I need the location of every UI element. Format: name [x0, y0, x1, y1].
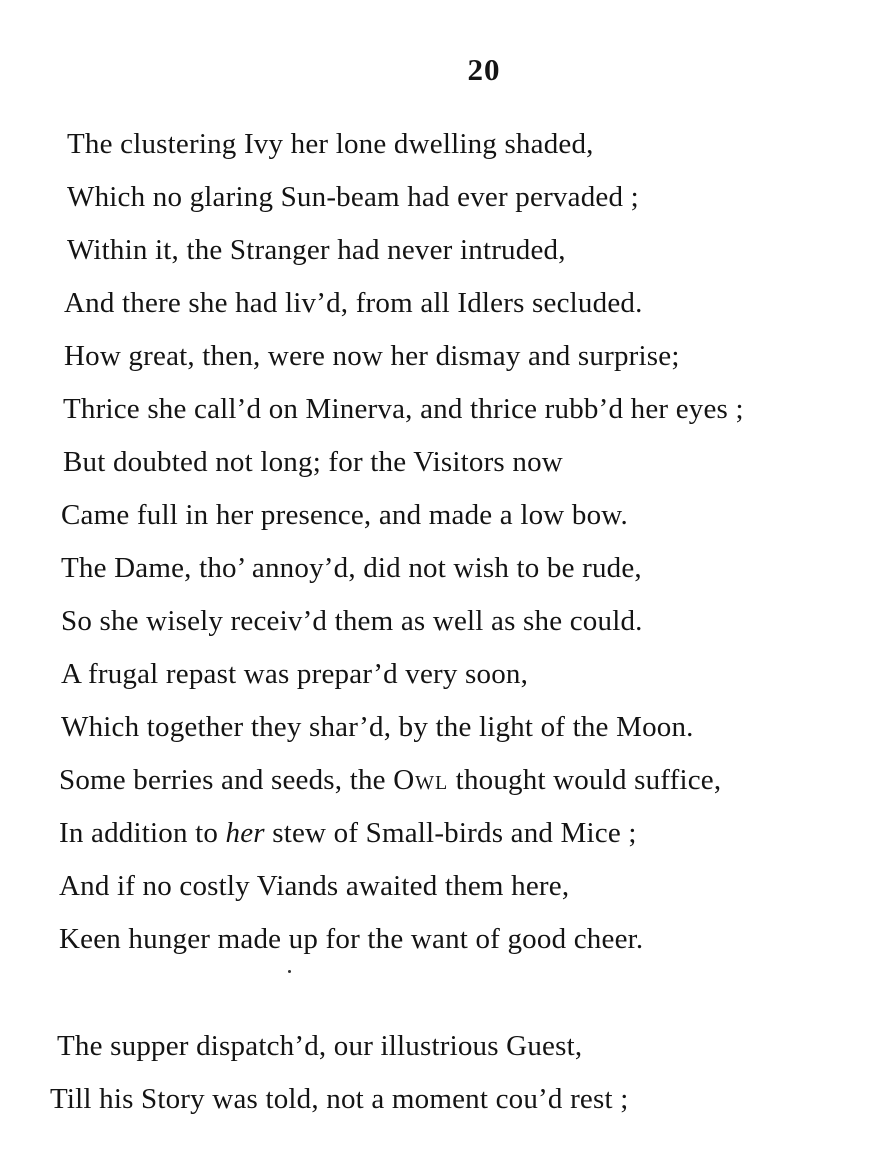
poem-line: Thrice she call’d on Minerva, and thrice rubb’d her eyes ;	[63, 393, 744, 425]
poem-line: And there she had liv’d, from all Idlers secluded.	[64, 287, 643, 319]
poem-line: Within it, the Stranger had never intruded,	[67, 234, 566, 266]
owl-small-caps: Owl	[393, 764, 449, 796]
ink-speck	[288, 970, 291, 973]
page-number: 20	[467, 52, 501, 87]
poem-line: Which together they shar’d, by the light of the Moon.	[61, 711, 694, 743]
poem-line: But doubted not long; for the Visitors now	[63, 446, 563, 478]
poem-line: How great, then, were now her dismay and surprise;	[64, 340, 680, 372]
poem-line: Some berries and seeds, the Owl thought would suffice,	[59, 764, 722, 796]
poem-line: The Dame, tho’ annoy’d, did not wish to be rude,	[61, 552, 642, 584]
poem-line: And if no costly Viands awaited them here,	[59, 870, 570, 902]
poem-line: The clustering Ivy her lone dwelling shaded,	[67, 128, 594, 160]
poem-line: Which no glaring Sun-beam had ever pervaded ;	[67, 181, 639, 213]
poem-line: Came full in her presence, and made a low bow.	[61, 499, 628, 531]
poem-line: Till his Story was told, not a moment cou’d rest ;	[50, 1083, 629, 1115]
poem-line: In addition to her stew of Small-birds and Mice ;	[59, 817, 637, 849]
poem-line: The supper dispatch’d, our illustrious Guest,	[57, 1030, 583, 1062]
poem-line: A frugal repast was prepar’d very soon,	[61, 658, 529, 690]
her-italic: her	[225, 817, 265, 849]
poem-line: Keen hunger made up for the want of good cheer.	[59, 923, 644, 955]
poem-line: So she wisely receiv’d them as well as she could.	[61, 605, 643, 637]
